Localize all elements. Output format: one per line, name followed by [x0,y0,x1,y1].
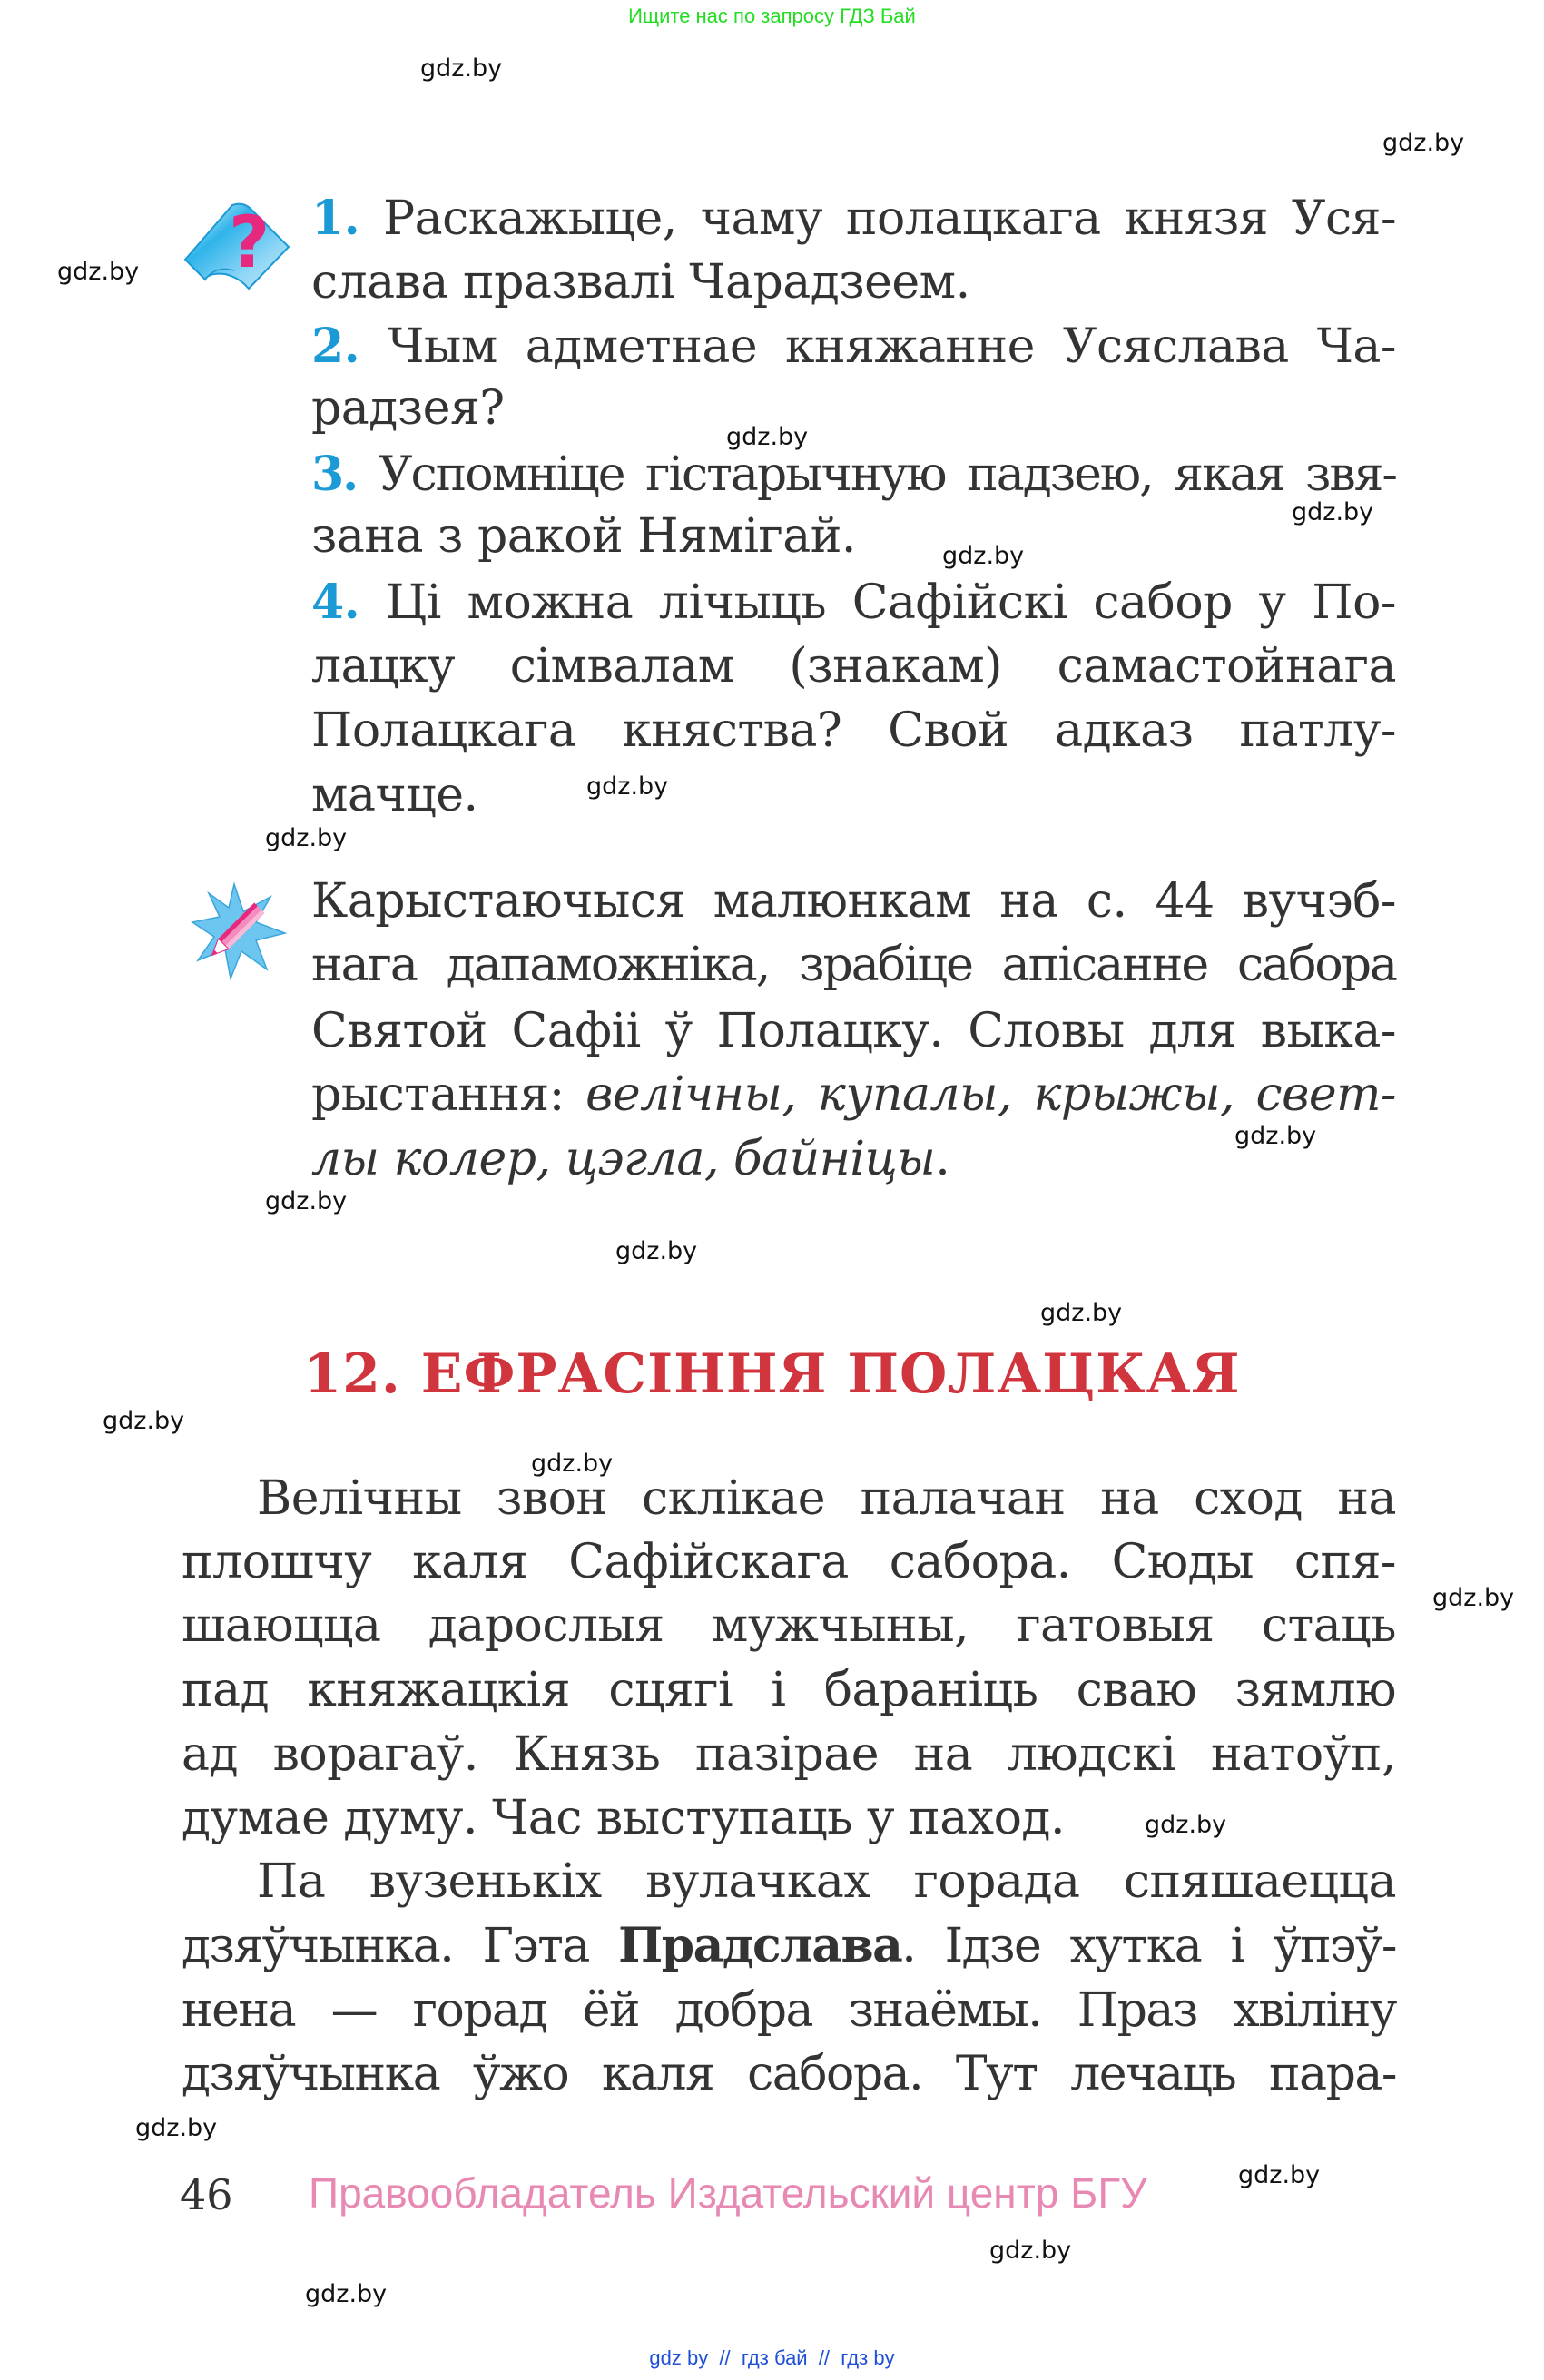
watermark: gdz.by [1040,1299,1123,1327]
keyword-list: велічны, купалы, крыжы, свет- [585,1067,1396,1122]
task-line-1: Карыстаючыся малюнкам на с. 44 вучэб- [311,874,1396,929]
paragraph-2-line-3: нена — горад ёй добра знаёмы. Праз хвіліну [182,1983,1396,2038]
copyright-notice: Правообладатель Издательский центр БГУ [309,2169,1147,2217]
paragraph-1-line-1: Велічны звон склікае палачан на сход на [257,1471,1396,1526]
watermark: gdz.by [531,1450,614,1478]
watermark: gdz.by [265,824,348,852]
watermark: gdz.by [942,542,1025,570]
watermark: gdz.by [1292,498,1374,526]
watermark: gdz.by [57,258,140,286]
watermark: gdz.by [1432,1584,1515,1612]
paragraph-1-line-2: плошчу каля Сафійскага сабора. Сюды спя- [182,1535,1396,1589]
question-number: 3. [311,447,358,502]
watermark: gdz.by [726,423,809,451]
task-line-2: нага дапаможніка, зрабіце апісанне сабора [311,938,1396,992]
watermark: gdz.by [1145,1811,1227,1839]
top-search-note: Ищите нас по запросу ГДЗ Бай [628,5,916,27]
watermark: gdz.by [1234,1122,1317,1150]
keyword-list: лы колер, цэгла, байніцы [311,1132,936,1186]
paragraph-1-line-5: ад ворагаў. Князь пазірае на людскі натоўп, [182,1727,1396,1782]
watermark: gdz.by [1238,2161,1321,2189]
question-4-line-3: Полацкага княства? Свой адказ патлу- [311,703,1396,758]
paragraph-2-line-2: дзяўчынка. Гэта Прадслава. Ідзе хутка і ўпэў- [182,1918,1396,1973]
watermark: gdz.by [265,1187,348,1215]
watermark: gdz.by [135,2114,218,2142]
task-line-3: Святой Сафіі ў Полацку. Словы для выка- [311,1004,1396,1058]
question-2-line-2: радзея? [311,381,505,436]
svg-text:?: ? [229,202,270,284]
question-4-line-1: 4. Ці можна лічыць Сафійскі сабор у По- [311,575,1397,630]
task-line-4: рыстання: велічны, купалы, крыжы, свет- [311,1067,1396,1122]
question-2-line-1: 2. Чым адметнае княжанне Усяслава Ча- [311,319,1397,374]
chapter-heading: 12. ЕФРАСІННЯ ПОЛАЦКАЯ [303,1342,1241,1406]
paragraph-1-line-4: пад княжацкія сцягі і бараніць сваю зямлю [182,1663,1396,1717]
question-book-icon [180,194,292,294]
question-1-line-1: 1. Раскажыце, чаму полацкага князя Уся- [311,191,1397,246]
paragraph-2-line-1: Па вузенькіх вулачках горада спяшаецца [257,1854,1396,1909]
watermark: gdz.by [103,1407,185,1435]
paragraph-2-line-4: дзяўчынка ўжо каля сабора. Тут лечаць пара- [182,2047,1396,2101]
task-line-5: лы колер, цэгла, байніцы. [311,1132,950,1186]
question-number: 4. [311,575,360,630]
question-4-line-4: мачце. [311,768,478,822]
watermark: gdz.by [989,2237,1072,2265]
paragraph-1-line-6: думае думу. Час выступаць у паход. [182,1791,1065,1845]
footer-links[interactable]: gdz by // гдз бай // гдз by [649,2346,895,2369]
question-number: 1. [311,191,360,246]
page-number: 46 [180,2170,233,2219]
name-pradslava: Прадслава [618,1918,902,1973]
watermark: gdz.by [586,772,669,801]
question-3-line-1: 3. Успомніце гістарычную падзею, якая звя- [311,447,1396,502]
question-number: 2. [311,319,360,374]
watermark: gdz.by [615,1237,698,1265]
watermark: gdz.by [305,2280,388,2308]
watermark: gdz.by [1382,129,1465,157]
question-1-line-2: слава празвалі Чарадзеем. [311,255,970,310]
question-3-line-2: зана з ракой Нямігай. [311,509,856,564]
question-4-line-2: лацку сімвалам (знакам) самастойнага [311,639,1396,693]
paragraph-1-line-3: шаюцца дарослыя мужчыны, гатовыя стаць [182,1598,1396,1653]
watermark: gdz.by [420,54,503,83]
pencil-star-icon [189,880,289,980]
